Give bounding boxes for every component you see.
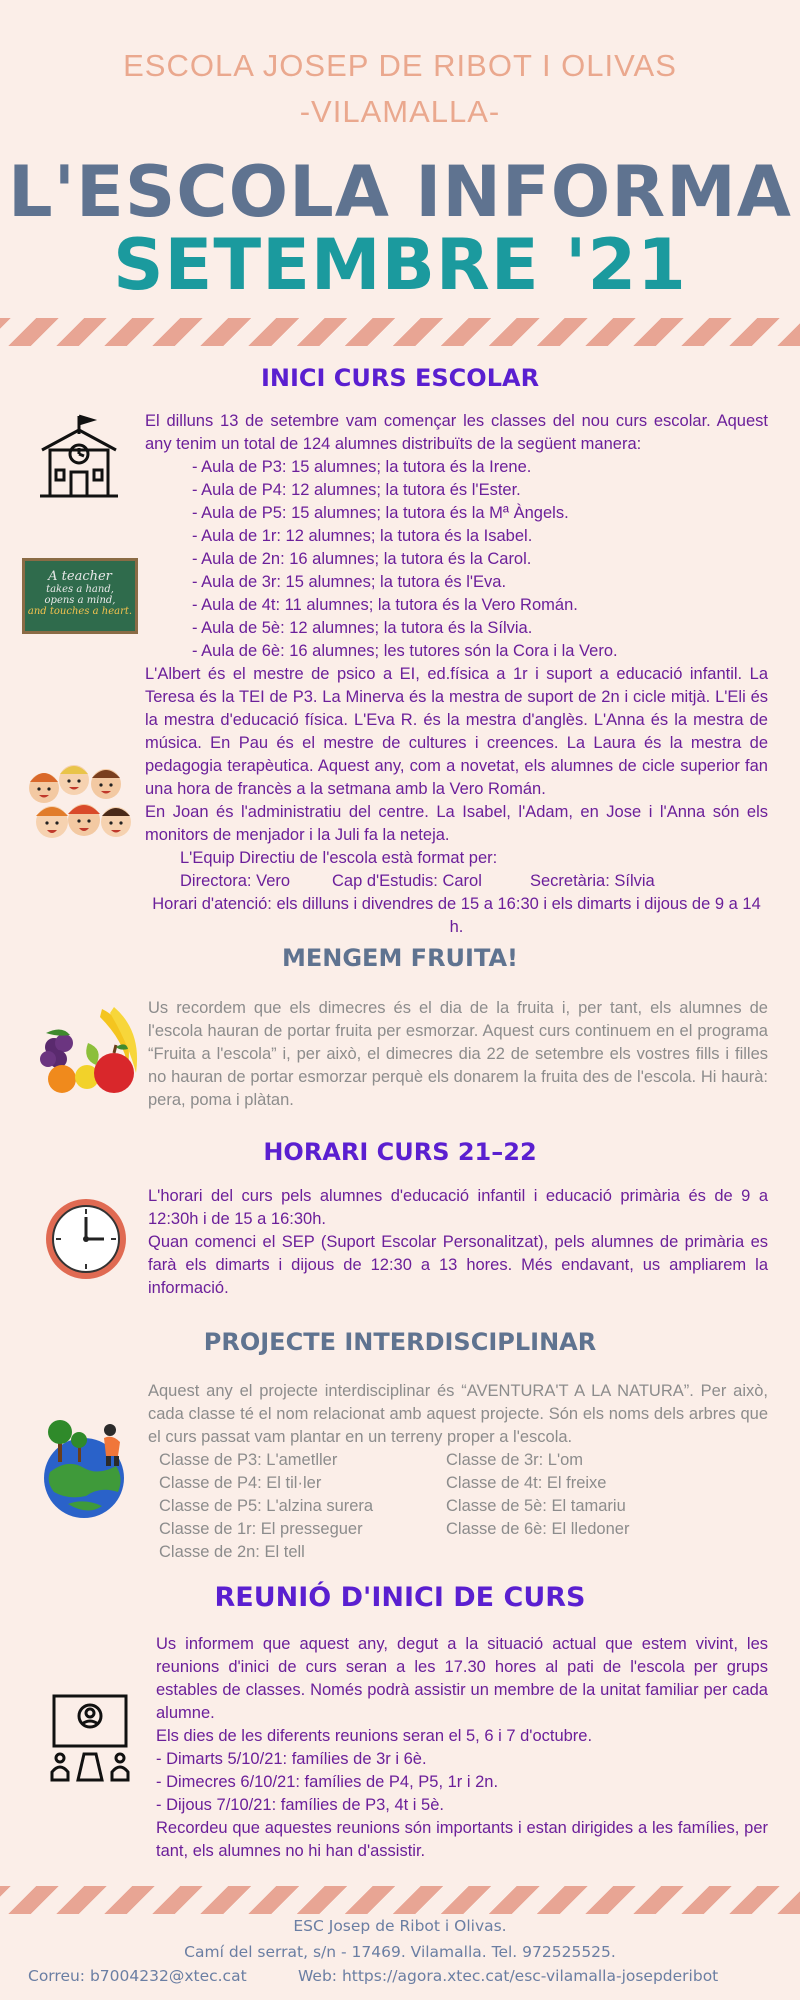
list-item: - Dimarts 5/10/21: famílies de 3r i 6è. [156,1750,427,1768]
equip-directiu-intro: L'Equip Directiu de l'escola està format per: [180,849,498,867]
fruit-icon [32,1003,144,1099]
decorative-stripe-top [0,318,800,346]
meeting-presentation-icon [48,1692,132,1784]
footer-school-name: ESC Josep de Ribot i Olivas. [293,1917,507,1935]
list-item: - Aula de P3: 15 alumnes; la tutora és la Irene. [192,458,532,476]
section-horari-body [148,1185,768,1300]
horari-text-2: Quan comenci el SEP (Suport Escolar Personalitzat), pels alumnes de primària es farà els dimarts i dijous de 12:30 a 13 hores. Més endavant, us ampliarem la informació. [148,1233,768,1297]
class-names-col2 [446,1449,629,1564]
section-projecte-body [148,1380,768,1564]
section-title-inici: INICI CURS ESCOLAR [260,364,540,392]
page-title: L'ESCOLA INFORMA [8,151,792,233]
page-subtitle: SETEMBRE '21 [113,224,687,306]
inici-staff: En Joan és l'administratiu del centre. La Isabel, l'Adam, en Jose i l'Anna són els monitors de menjador i la Juli fa la neteja. [145,803,768,844]
fruita-text: Us recordem que els dimecres és el dia de la fruita i, per tant, els alumnes de l'escola hauran de portar fruita per esmorzar. Aquest curs continuem en el programa “Fruita a l'escola” i, per això, el dimecres dia 22 de setembre els vostres fills i filles no hauran de portar esmorzar perquè els donarem la fruita des de l'escola. Hi haurà: pera, poma i plàtan. [148,999,768,1109]
list-item: Classe de 6è: El lledoner [446,1520,630,1538]
class-names-col1 [159,1449,446,1564]
list-item: Classe de 2n: El tell [159,1543,305,1561]
children-faces-image [24,760,136,852]
directora: Directora: Vero [180,872,291,890]
section-reunio-body [156,1633,768,1863]
list-item: - Dimecres 6/10/21: famílies de P4, P5, 1r i 2n. [156,1773,499,1791]
reunio-text-2: Els dies de les diferents reunions seran el 5, 6 i 7 d'octubre. [156,1727,593,1745]
projecte-class-names [148,1449,768,1564]
school-location: -VILAMALLA- [299,94,501,129]
chalkboard-text: opens a mind, [44,595,116,606]
chalkboard-text: and touches a heart. [27,606,133,617]
list-item: - Aula de P5: 15 alumnes; la tutora és la Mª Àngels. [192,504,569,522]
footer-email[interactable]: Correu: b7004232@xtec.cat [28,1967,247,1985]
list-item: Classe de P5: L'alzina surera [159,1497,374,1515]
cap-estudis: Cap d'Estudis: Carol [332,872,482,890]
decorative-stripe-bottom [0,1886,800,1914]
footer-address: Camí del serrat, s/n - 17469. Vilamalla. Tel. 972525525. [184,1943,616,1961]
list-item: - Aula de 1r: 12 alumnes; la tutora és la Isabel. [192,527,533,545]
section-title-projecte: PROJECTE INTERDISCIPLINAR [203,1328,597,1356]
section-title-reunio: REUNIÓ D'INICI DE CURS [214,1582,586,1613]
list-item: Classe de 5è: El tamariu [446,1497,626,1515]
list-item: - Aula de 2n: 16 alumnes; la tutora és la Carol. [192,550,532,568]
section-title-fruita: MENGEM FRUITA! [281,944,518,972]
footer-web-link[interactable]: Web: https://agora.xtec.cat/esc-vilamalla-josepderibot [298,1967,719,1985]
section-title-horari: HORARI CURS 21–22 [263,1138,537,1166]
chalkboard-text: A teacher [48,569,112,584]
list-item: - Dijous 7/10/21: famílies de P3, 4t i 5è. [156,1796,444,1814]
list-item: - Aula de 5è: 12 alumnes; la tutora és la Sílvia. [192,619,533,637]
inici-teachers: L'Albert és el mestre de psico a EI, ed.física a 1r i suport a educació infantil. La Teresa és la TEI de P3. La Minerva és la mestra de suport de 2n i cicle mitjà. L'Eli és la mestra d'educació física. L'Eva R. és la mestra d'anglès. L'Anna és la mestra de música. En Pau és el mestre de cultures i creences. La Laura és la mestra de pedagogia terapèutica. Aquest any, com a novetat, els alumnes de cicle superior fan una hora de francès a la setmana amb la Vero Román. [145,665,768,798]
school-building-icon [34,412,124,502]
chalkboard-text: takes a hand, [46,584,114,595]
list-item: - Aula de P4: 12 alumnes; la tutora és l'Ester. [192,481,521,499]
reunio-text-1: Us informem que aquest any, degut a la situació actual que estem vivint, les reunions d'inici de curs seran a les 17.30 hores al pati de l'escola per grups estables de classes. Només podrà assistir un membre de la unitat familiar per cada alumne. [156,1635,768,1722]
equip-directiu [145,870,768,893]
list-item: Classe de 4t: El freixe [446,1474,607,1492]
list-item: - Aula de 4t: 11 alumnes; la tutora és la Vero Román. [192,596,578,614]
school-name: ESCOLA JOSEP DE RIBOT I OLIVAS [123,48,677,83]
list-item: - Aula de 6è: 16 alumnes; les tutores són la Cora i la Vero. [192,642,618,660]
clock-icon [44,1197,128,1281]
section-fruita-body [148,997,768,1112]
earth-trees-icon [28,1412,140,1524]
inici-intro: El dilluns 13 de setembre vam començar les classes del nou curs escolar. Aquest any tenim un total de 124 alumnes distribuïts de la següent manera: [145,412,768,453]
projecte-text: Aquest any el projecte interdisciplinar és “AVENTURA'T A LA NATURA”. Per això, cada classe té el nom relacionat amb aquest projecte. Són els noms dels arbres que el curs passat vam plantar en un terreny proper a l'escola. [148,1382,768,1446]
horari-atencio: Horari d'atenció: els dilluns i divendres de 15 a 16:30 i els dimarts i dijous de 9 a 14 h. [152,895,761,936]
chalkboard-image [22,558,138,634]
list-item: Classe de P3: L'ametller [159,1451,338,1469]
list-item: Classe de P4: El til·ler [159,1474,322,1492]
class-list [145,456,768,663]
list-item: Classe de 3r: L'om [446,1451,584,1469]
horari-text-1: L'horari del curs pels alumnes d'educació infantil i educació primària és de 9 a 12:30h i de 15 a 16:30h. [148,1187,768,1228]
list-item: Classe de 1r: El presseguer [159,1520,363,1538]
list-item: - Aula de 3r: 15 alumnes; la tutora és l'Eva. [192,573,507,591]
reunio-text-3: Recordeu que aquestes reunions són importants i estan dirigides a les famílies, per tant, els alumnes no hi han d'assistir. [156,1819,768,1860]
secretaria: Secretària: Sílvia [530,872,655,890]
section-inici-body [145,410,768,939]
